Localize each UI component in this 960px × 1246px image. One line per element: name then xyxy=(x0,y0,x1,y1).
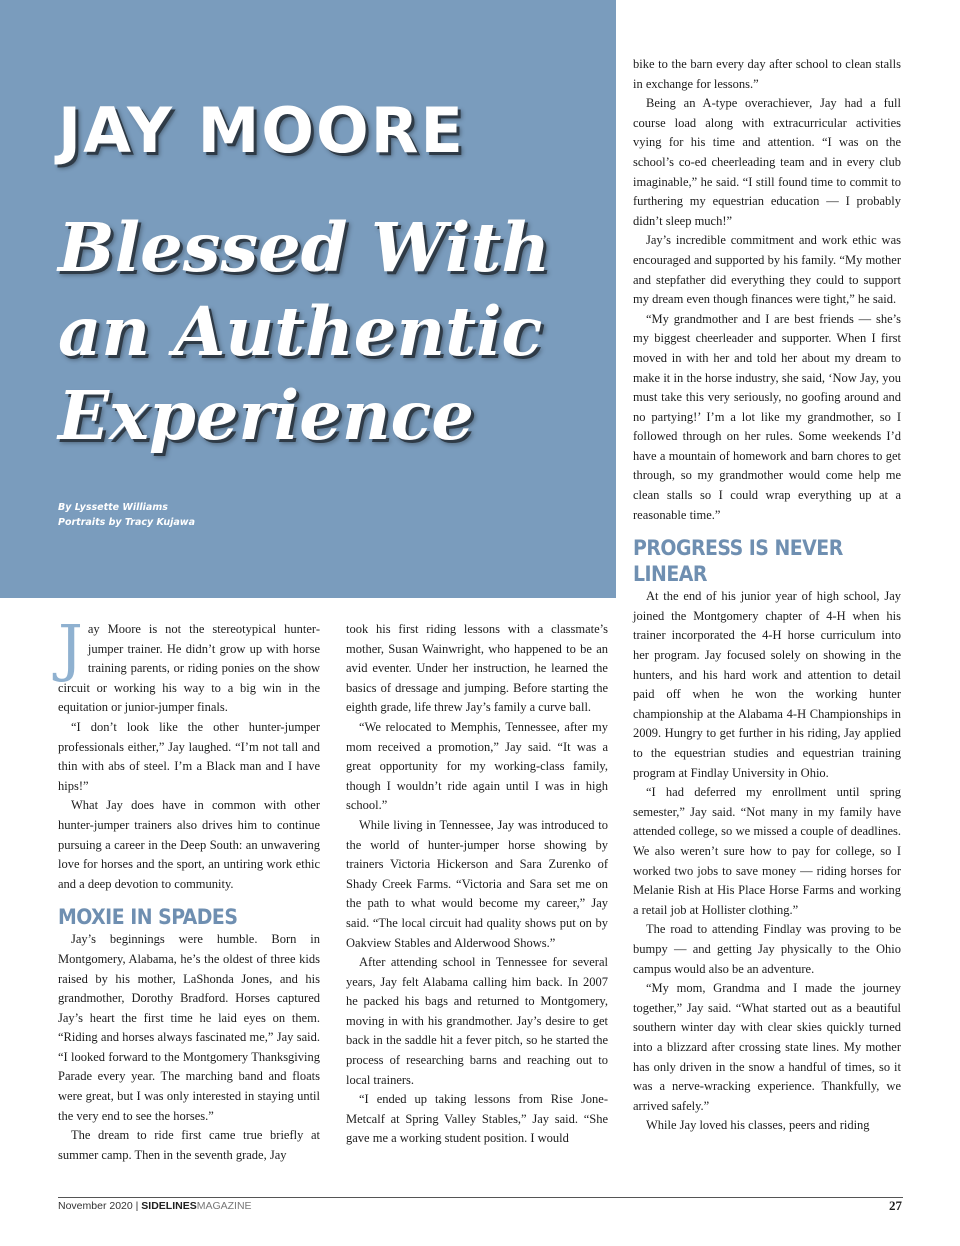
footer-publication xyxy=(58,1200,252,1212)
paragraph: After attending school in Tennessee for several years, Jay felt Alabama calling him back. In 2007 he packed his bags and returned to Montgomery, moving in with his grandmother. Jay’s desire to get back in the saddle hit a fever pitch, so he started the process of researching barns and reaching out to local trainers. xyxy=(346,955,608,1087)
paragraph: Jay’s beginnings were humble. Born in Montgomery, Alabama, he’s the oldest of three kids raised by his mother, LaShonda Jones, and his grandmother, Dorothy Bradford. Horses captured Jay’s heart the first time he laid eyes on them. “Riding and horses always fascinated me,” Jay said. “I looked forward to the Montgomery Thanksgiving Parade every year. The marching band and floats were great, but I was only interested in staying until the very end to see the horses.” xyxy=(58,932,320,1123)
paragraph: “I had deferred my enrollment until spring semester,” Jay said. “Not many in my family have attended college, so we missed a couple of deadlines. We also weren’t sure how to pay for college, so I worked two jobs to save money — riding horses for Melanie Rish at His Place Horse Farms and working a retail job at Hollister clothing.” xyxy=(633,785,901,917)
drop-cap: J xyxy=(58,611,83,684)
paragraph: The road to attending Findlay was proving to be bumpy — and getting Jay physically to the Ohio campus would also be an adventure. xyxy=(633,922,901,976)
paragraph-text: ay Moore is not the stereotypical hunter-jumper trainer. He didn’t grow up with horse training parents, or riding ponies on the show circuit or working his way to a big win in the equitation or junior-jumper finals. xyxy=(58,622,320,715)
byline-author: By Lyssette Williams xyxy=(58,502,168,513)
footer-brand: SIDELINES xyxy=(141,1200,197,1212)
paragraph: bike to the barn every day after school to clean stalls in exchange for lessons.” xyxy=(633,57,901,91)
paragraph: At the end of his junior year of high school, Jay joined the Montgomery chapter of 4-H when his trainer incorporated the 4-H horse curriculum into her program. Jay focused solely on showing in the hunters, and his hard work and attention to detail paid off when he won the working hunter championship at the Alabama 4-H Championships in 2009. Hungry to get further in his riding, Jay applied to the equestrian studies and equestrian training program at Findlay University in Ohio. xyxy=(633,589,901,780)
paragraph: Jay’s incredible commitment and work ethic was encouraged and supported by his family. “My mother and stepfather did everything they could to support my dream even though finances were tight,” he said. xyxy=(633,233,901,307)
paragraph: took his first riding lessons with a classmate’s mother, Susan Wainwright, who happened to be an avid eventer. Under her instruction, he learned the basics of dressage and jumping. Before starting the eighth grade, life threw Jay’s family a curve ball. xyxy=(346,622,608,715)
section-heading: MOXIE IN SPADES xyxy=(58,905,238,930)
section-heading: PROGRESS IS NEVER LINEAR xyxy=(633,536,843,587)
paragraph: “We relocated to Memphis, Tennessee, after my mom received a promotion,” Jay said. “It was a great opportunity for my working-class family, though I wouldn’t ride again until I was in high school.” xyxy=(346,719,608,813)
footer-divider xyxy=(58,1197,903,1198)
title-banner xyxy=(0,0,616,598)
footer-brand-suffix: MAGAZINE xyxy=(196,1200,252,1212)
paragraph: What Jay does have in common with other hunter-jumper trainers also drives him to continue pursuing a career in the Deep South: an unwavering love for horses and the sport, an untiring work ethic and a deep devotion to community. xyxy=(58,798,320,891)
paragraph: “I ended up taking lessons from Rise Jone-Metcalf at Spring Valley Stables,” Jay said. “She gave me a working student position. I would xyxy=(346,1092,608,1146)
article-subtitle xyxy=(58,206,603,458)
article-title-name: JAY MOORE xyxy=(58,94,465,167)
paragraph: “I don’t look like the other hunter-jumper professionals either,” Jay laughed. “I’m not tall and thin with abs of steel. I’m a Black man and I have hips!” xyxy=(58,719,320,793)
footer-date: November 2020 | xyxy=(58,1200,142,1212)
paragraph: While Jay loved his classes, peers and riding xyxy=(646,1118,870,1133)
paragraph: Being an A-type overachiever, Jay had a full course load along with extracurricular activities vying for his time and attention. “I was on the school’s co-ed cheerleading team and in every club imaginable,” he said. “I still found time to commit to furthering my equestrian education — I probably didn’t sleep much!” xyxy=(633,96,901,228)
paragraph: The dream to ride first came true briefly at summer camp. Then in the seventh grade, Jay xyxy=(58,1128,320,1162)
paragraph: While living in Tennessee, Jay was introduced to the world of hunter-jumper horse showing by trainers Victoria Hickerson and Sara Zurenko of Shady Creek Farms. “Victoria and Sara set me on the path to what would become my career,” Jay said. “The local circuit had quality shows put on by Oakview Stables and Alderwood Shows.” xyxy=(346,817,608,950)
paragraph: “My grandmother and I are best friends — she’s my biggest cheerleader and supporter. When I first moved in with her and told her about my dream to make it in the horse industry, she said, ‘Now Jay, you must take this very seriously, no goofing around and no partying!’ I’m a lot like my grandmother, so I followed through on her rules. Some weekends I’d have a mountain of homework and barn chores to get through, so my grandmother would come help me clean stalls so I could wrap everything up at a reasonable time.” xyxy=(633,311,901,522)
page-number: 27 xyxy=(889,1198,902,1213)
column-2 xyxy=(346,620,608,1149)
byline-photos: Portraits by Tracy Kujawa xyxy=(58,517,195,528)
column-3 xyxy=(633,55,901,1136)
paragraph: “My mom, Grandma and I made the journey together,” Jay said. “What started out as a beautiful southern winter day with clear skies quickly turned into a blizzard after crossing state lines. My mother has only driven in the snow a handful of times, so it was a nerve-wracking experience. Thankfully, we arrived safely.” xyxy=(633,981,901,1113)
paragraph xyxy=(58,611,320,718)
subtitle-line-1: Blessed With xyxy=(58,208,551,287)
subtitle-line-2: an Authentic xyxy=(58,292,543,371)
column-1 xyxy=(58,611,320,1165)
byline xyxy=(58,500,195,530)
subtitle-line-3: Experience xyxy=(58,376,475,455)
